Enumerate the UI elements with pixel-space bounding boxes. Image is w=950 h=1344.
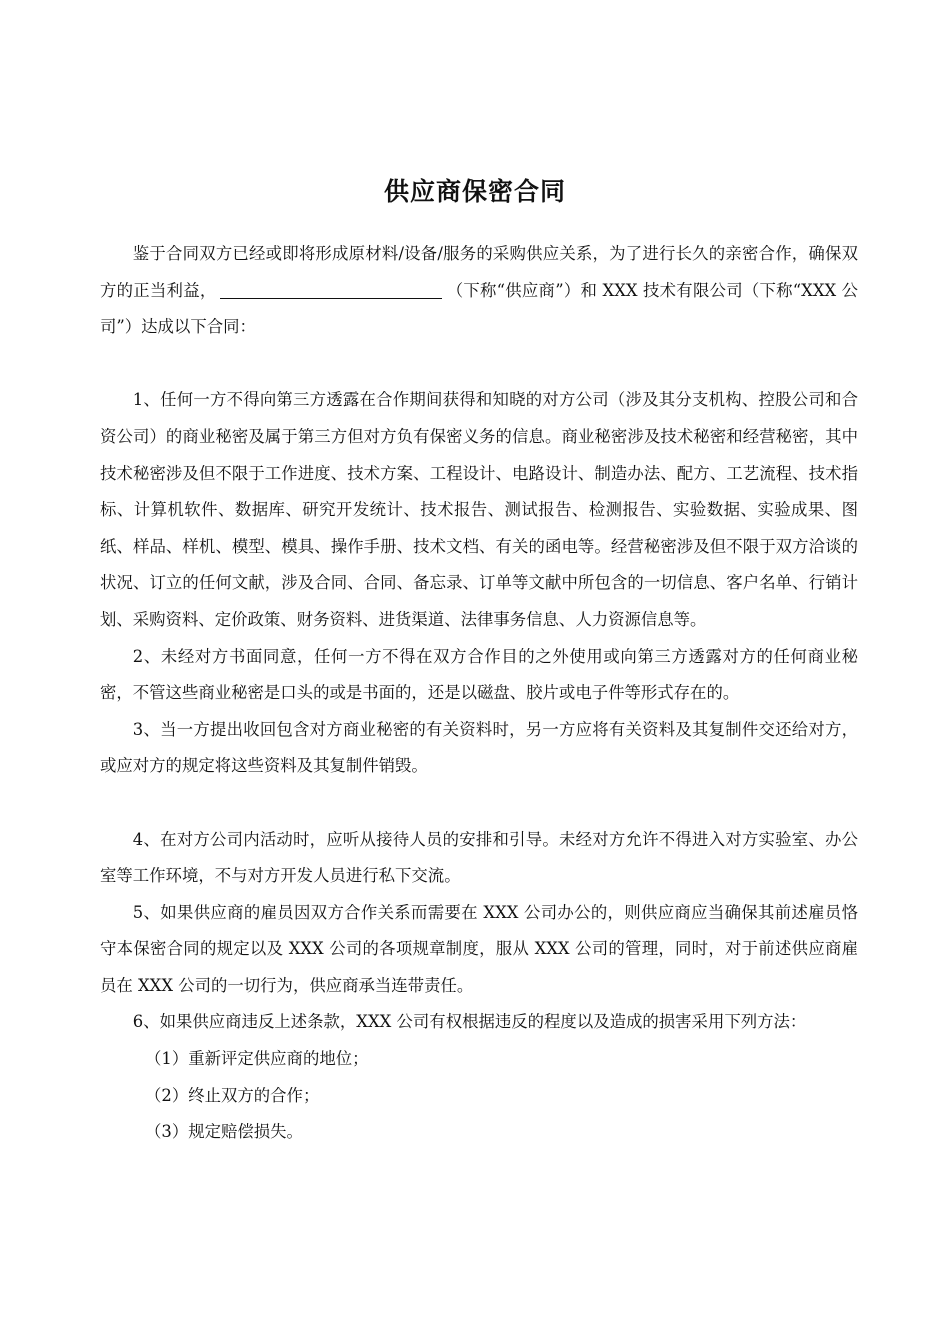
intro-text-part1: 鉴于合同双方已经或即将形成原材料/设备/服务的采购供应关系，为了进行长久的亲密合作，确保双方的正当利益， xyxy=(100,244,858,300)
measure-3: （3）规定赔偿损失。 xyxy=(145,1122,303,1142)
clause-3: 3、当一方提出收回包含对方商业秘密的有关资料时，另一方应将有关资料及其复制件交还给对方，或应对方的规定将这些资料及其复制件销毁。 xyxy=(100,719,858,776)
clause-5: 5、如果供应商的雇员因双方合作关系而需要在 XXX 公司办公的，则供应商应当确保其前述雇员恪守本保密合同的规定以及 XXX 公司的各项规章制度，服从 XXX 公司的管理，同时，对于前述供应商雇员在 XXX 公司的一切行为，供应商承当连带责任。 xyxy=(100,902,858,995)
clause-6: 6、如果供应商违反上述条款，XXX 公司有权根据违反的程度以及造成的损害采用下列方法： xyxy=(132,1012,807,1032)
clause-1: 1、任何一方不得向第三方透露在合作期间获得和知晓的对方公司（涉及其分支机构、控股公司和合资公司）的商业秘密及属于第三方但对方负有保密义务的信息。商业秘密涉及技术秘密和经营秘密，其中技术秘密涉及但不限于工作进度、技术方案、工程设计、电路设计、制造办法、配方、工艺流程、技术指标、计算机软件、数据库、研究开发统计、技术报告、测试报告、检测报告、实验数据、实验成果、图纸、样品、样机、模型、模具、操作手册、技术文档、有关的函电等。经营秘密涉及但不限于双方洽谈的状况、订立的任何文献，涉及合同、合同、备忘录、订单等文献中所包含的一切信息、客户名单、行销计划、采购资料、定价政策、财务资料、进货渠道、法律事务信息、人力资源信息等。 xyxy=(100,390,858,629)
intro-text-part2: （下称“供应商”）和 XXX 技术有限公司（下称“XXX 公司”）达成以下合同： xyxy=(100,280,859,337)
supplier-name-blank xyxy=(220,281,442,299)
clause-4: 4、在对方公司内活动时，应听从接待人员的安排和引导。未经对方允许不得进入对方实验室、办公室等工作环境，不与对方开发人员进行私下交流。 xyxy=(100,829,858,886)
measure-1: （1）重新评定供应商的地位； xyxy=(145,1049,369,1069)
clause-2: 2、未经对方书面同意，任何一方不得在双方合作目的之外使用或向第三方透露对方的任何商业秘密，不管这些商业秘密是口头的或是书面的，还是以磁盘、胶片或电子件等形式存在的。 xyxy=(100,646,858,703)
document-title: 供应商保密合同 xyxy=(383,177,566,206)
document-body xyxy=(100,236,858,1151)
measure-2: （2）终止双方的合作； xyxy=(145,1085,320,1105)
intro-paragraph xyxy=(100,236,858,346)
